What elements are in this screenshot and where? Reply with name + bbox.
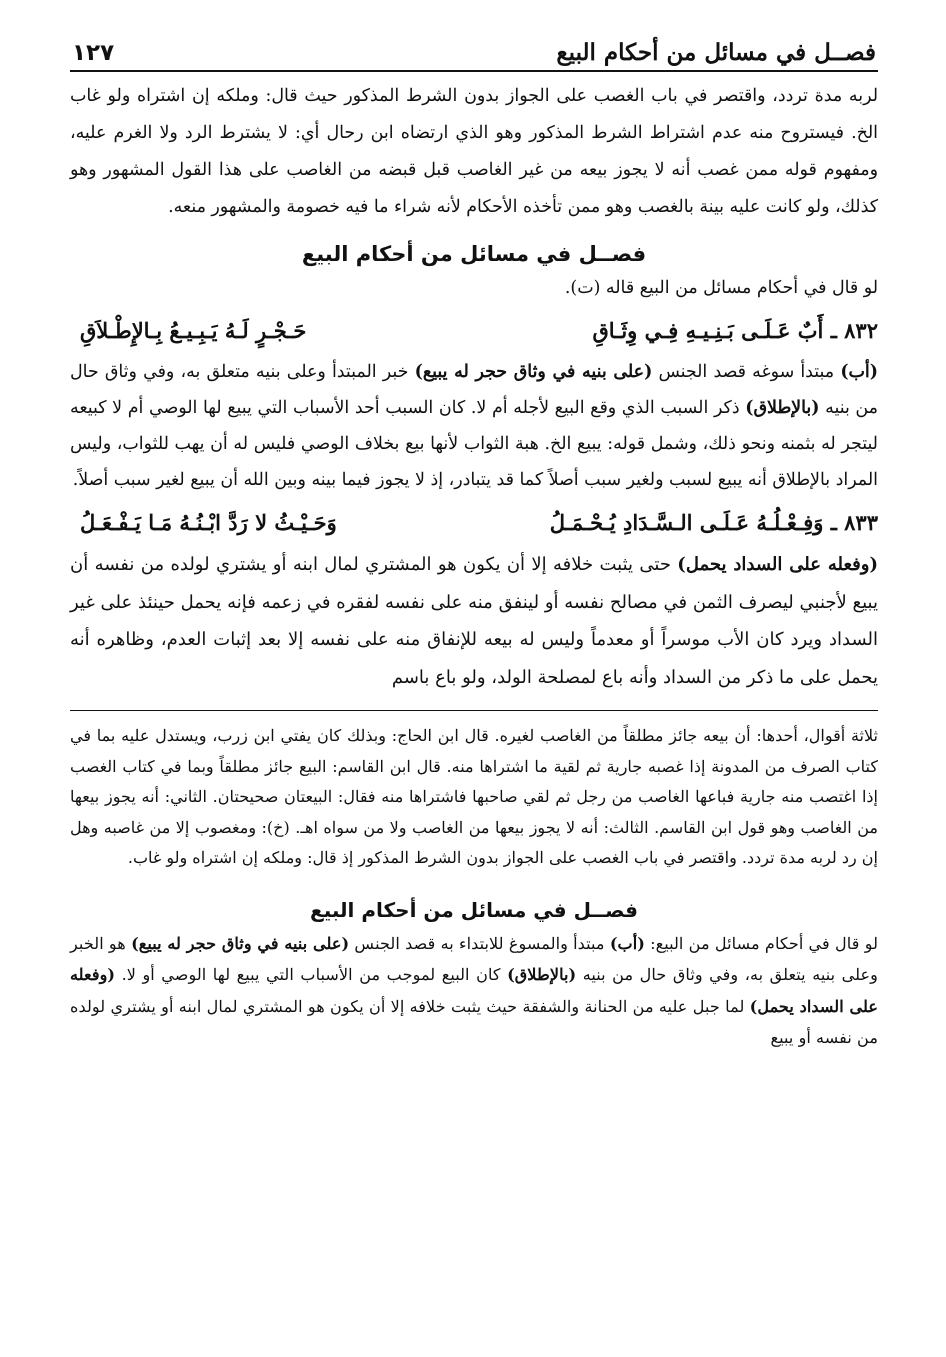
quoted-term: (على بنيه في وثاق حجر له يبيع)	[131, 933, 350, 953]
verse-833-second-hemistich: وَحَـيْـثُ لا رَدَّ ابْـنُـهُ مَـا يَـفْـعَـلُ	[80, 510, 337, 535]
verse-833	[70, 502, 878, 544]
section-heading: فصــل في مسائل من أحكام البيع	[301, 242, 647, 266]
quoted-term: (أب)	[840, 362, 878, 382]
commentary-833	[70, 546, 878, 696]
footnote-divider	[70, 710, 878, 711]
verse-832	[70, 310, 878, 352]
quoted-term: (بالإطلاق)	[507, 965, 577, 985]
verse-832-second-hemistich: حَـجْـرٍ لَـهُ يَـبِـيـعُ بِـالإِطْـلاَقِ	[80, 318, 307, 343]
running-title: فصــل في مسائل من أحكام البيع	[556, 39, 876, 66]
section-2-text: لما جبل عليه من الحنانة والشفقة حيث يثبت خلافه إلا أن يكون هو المشتري لمال ابنه أو يشتري لولده من نفسه أو يبيع	[70, 996, 878, 1048]
section-intro: لو قال في أحكام مسائل من البيع قاله (ت).	[564, 278, 878, 298]
top-paragraph: لربه مدة تردد، واقتصر في باب الغصب على الجواز بدون الشرط المذكور حيث قال: وملكه إن اشتراه ولو غاب الخ. فيستروح منه عدم اشتراط الشرط المذكور وهو الذي ارتضاه ابن رحال أي: لا يشترط الرد ولا الغرم عليه، ومفهوم قوله ممن غصب أنه لا يجوز بيعه من غير الغاصب قبل قبضه من الغاصب على هذا القول المشهور وهو كذلك، ولو كانت عليه بينة بالغصب وهو ممن تأخذه الأحكام لأنه شراء ما فيه خصومة والمشهور منعه.	[70, 86, 878, 217]
commentary-text: خبر المبتدأ وعلى بنيه متعلق به، وفي وثاق حال من بنيه	[70, 362, 878, 418]
section-2-paragraph	[70, 928, 878, 1054]
commentary-text: ذكر السبب الذي وقع البيع لأجله أم لا. كان السبب أحد الأسباب التي يبيع لها الوصي أم لا كبيعه ليتجر له بثمنه ونحو ذلك، وشمل قوله: يبيع الخ. هبة الثواب لأنها بيع بخلاف الوصي فليس له أن يهب للثواب، وليس المراد بالإطلاق أنه يبيع لسبب ولغير سبب أصلاً كما قد يتبادر، إذ لا يجوز فيما بينه وبين الله أن يبيع لغير سبب أصلاً.	[70, 398, 878, 490]
commentary-text: حتى يثبت خلافه إلا أن يكون هو المشتري لمال ابنه أو يشتري لولده من نفسه أن يبيع لأجنبي ليصرف الثمن في مصالح نفسه أو لينفق منه على نفسه لفقره في زعمه فإنه يحمل حينئذ على غير السداد ويرد كان الأب موسراً أو معدماً وليس له بيعه للإنفاق منه على نفسه إلا بعد إثبات العدم، وظاهره أنه يحمل على ما ذكر من السداد وأنه باع لمصلحة الولد، ولو باع باسم	[70, 554, 878, 688]
section-2-text: كان البيع لموجب من الأسباب التي يبيع لها الوصي أو لا.	[115, 965, 508, 985]
section-2-text: مبتدأ والمسوغ للابتداء به قصد الجنس	[349, 933, 610, 953]
commentary-832	[70, 354, 878, 498]
quoted-term: (أب)	[609, 933, 645, 953]
quoted-term: (وفعله على السداد يحمل)	[70, 965, 878, 1016]
verse-833-first-hemistich: ٨٣٣ ـ وَفِـعْـلُـهُ عَـلَـى الـسَّـدَادِ يُـحْـمَـلُ	[549, 510, 878, 535]
verse-832-first-hemistich: ٨٣٢ ـ أَبٌ عَـلَـى بَـنِـيـهِ فِـي وِثَـاقِ	[592, 318, 878, 343]
section-2-text: هو الخبر وعلى بنيه يتعلق به، وفي وثاق حال من بنيه	[70, 933, 878, 985]
footnote-text: ثلاثة أقوال، أحدها: أن بيعه جائز مطلقاً من الغاصب لغيره. قال ابن الحاج: وبذلك كان يفتي ابن زرب، ويستدل عليه بما في كتاب الصرف من المدونة إذا غصبه جارية ثم لقية ما اشتراها منه. قال ابن القاسم: البيع جائز مطلقاً وبما في كتاب الغصب إذا اغتصب منه جارية فباعها الغاصب من رجل ثم لقي صاحبها فاشتراها منه فقال: البيعتان صحيحتان. الثاني: أنه يجوز بيعها من الغاصب وهو قول ابن القاسم. الثالث: أنه لا يجوز بيعها من الغاصب ولا من سواه اهـ. (خ): ومغصوب إلا من غاصبه وهل إن رد لربه مدة تردد. واقتصر في باب الغصب على الجواز بدون الشرط المذكور إذ قال: وملكه إن اشتراه ولو غاب.	[70, 726, 879, 868]
quoted-term: (بالإطلاق)	[745, 398, 820, 418]
quoted-term: (وفعله على السداد يحمل)	[677, 554, 878, 575]
quoted-term: (على بنيه في وثاق حجر له يبيع)	[414, 362, 653, 382]
page-number: ١٢٧	[72, 40, 115, 66]
section-heading-2: فصــل في مسائل من أحكام البيع	[310, 897, 638, 922]
book-page	[70, 28, 878, 1328]
commentary-text: مبتدأ سوغه قصد الجنس	[652, 362, 841, 382]
running-header	[70, 28, 878, 72]
section-2-text: لو قال في أحكام مسائل من البيع:	[644, 933, 878, 953]
